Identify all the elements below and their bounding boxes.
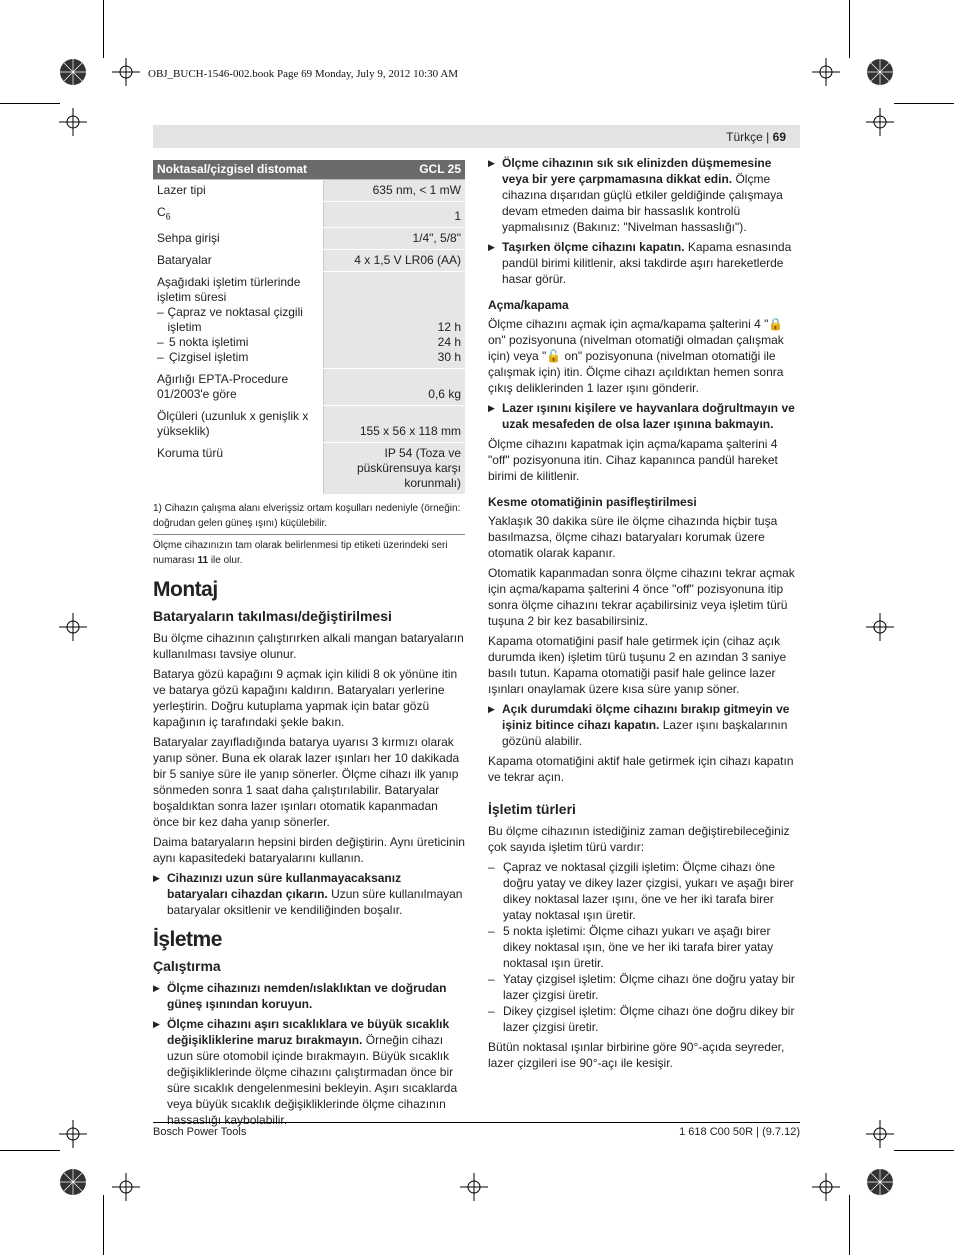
spec-value: 1 bbox=[324, 202, 466, 228]
triangle-bullet-icon: ▶ bbox=[153, 983, 160, 994]
table-row bbox=[153, 272, 465, 369]
right-column bbox=[488, 155, 800, 1075]
crosshair-icon bbox=[460, 1173, 488, 1201]
spec-value: IP 54 (Toza ve püskürensuya karşı korunmalı) bbox=[324, 443, 466, 495]
crop-mark bbox=[0, 103, 60, 104]
table-row bbox=[153, 406, 465, 443]
spec-label: Sehpa girişi bbox=[153, 228, 324, 250]
subsection-title: Kesme otomatiğinin pasifleştirilmesi bbox=[488, 495, 697, 509]
crosshair-icon bbox=[866, 613, 894, 641]
paragraph: Ölçme cihazını kapatmak için açma/kapama şalterini 4 "off" pozisyonuna itin. Cihaz kapanınca pandül hareket birimi de kilitlenir. bbox=[488, 437, 778, 483]
spec-label: Ağırlığı EPTA-Procedure 01/2003'e göre bbox=[153, 369, 324, 406]
crop-mark bbox=[849, 1195, 850, 1255]
spec-header-label: Noktasal/çizgisel distomat bbox=[153, 160, 324, 180]
crosshair-icon bbox=[866, 108, 894, 136]
footnote: 1) Cihazın çalışma alanı elverişsiz ortam koşulları nedeniyle (örneğin: doğrudan gelen güneş ışını) küçülebilir. bbox=[153, 503, 461, 530]
spec-label: Lazer tipi bbox=[153, 180, 324, 202]
crop-mark bbox=[0, 1150, 60, 1151]
crop-mark bbox=[894, 103, 954, 104]
spec-label: Koruma türü bbox=[153, 443, 324, 495]
warning-bullet: ▶ Ölçme cihazını aşırı sıcaklıklara ve büyük sıcaklık değişikliklerine maruz bırakmayın. Örneğin cihazı uzun süre otomobil içinde bırakmayın. Büyük sıcaklık değişikliklerinde ölçme cihazını çalıştırmadan önce bir süre sıcaklık dengelenmesini bekleyin. Aşırı sıcaklarda veya büyük sıcaklık değişikliklerinde ölçme cihazının hassaslığı kaybolabilir. bbox=[153, 1017, 458, 1128]
crosshair-icon bbox=[812, 58, 840, 86]
spec-label: $C_6$ bbox=[153, 202, 324, 228]
spec-value: 155 x 56 x 118 mm bbox=[324, 406, 466, 443]
paragraph: Daima bataryaların hepsini birden değiştirin. Aynı üreticinin aynı kapasitedeki bataryalarını kullanın. bbox=[153, 835, 465, 866]
section-title-isletme: İşletme bbox=[153, 928, 222, 952]
crop-mark bbox=[103, 0, 104, 58]
table-row bbox=[153, 250, 465, 272]
triangle-bullet-icon: ▶ bbox=[488, 158, 495, 168]
paragraph: Batarya gözü kapağını 9 açmak için kilidi 8 ok yönüne itin ve batarya gözü kapağını kaldırın. Bataryaları yerlerine yerleştirin. Doğru kutuplama yapmak için batar gözü kapağının iç tarafındaki şekle bakın. bbox=[153, 667, 458, 730]
crosshair-icon bbox=[112, 58, 140, 86]
crosshair-icon bbox=[59, 613, 87, 641]
footnote: Ölçme cihazınızın tam olarak belirlenmesi tip etiketi üzerindeki seri numarası 11 ile olur. bbox=[153, 540, 448, 567]
crosshair-icon bbox=[112, 1173, 140, 1201]
subsection-title: Bataryaların takılması/değiştirilmesi bbox=[153, 608, 392, 625]
list-item: – 5 nokta işletimi: Ölçme cihazı yukarı ve aşağı birer dikey noktasal ışın, öne ve her iki tarafa birer yatay noktasal ışın üretir. bbox=[488, 924, 774, 970]
spec-label: Bataryalar bbox=[153, 250, 324, 272]
spec-value: 1/4", 5/8" bbox=[324, 228, 466, 250]
paragraph: Yaklaşık 30 dakika süre ile ölçme cihazında hiçbir tuşa basılmazsa, ölçme cihazı bataryaları korumak üzere otomatik olarak kapanır. bbox=[488, 514, 778, 560]
crosshair-icon bbox=[866, 1120, 894, 1148]
paragraph: Kapama otomatiğini aktif hale getirmek için cihazı kapatın ve tekrar açın. bbox=[488, 754, 794, 784]
subsection-title: İşletim türleri bbox=[488, 801, 576, 817]
paragraph: Ölçme cihazını açmak için açma/kapama şalterini 4 "🔒 on" pozisyonuna (nivelman otomatiği olmadan çalışmak için) veya "🔓 on" pozisyonuna (nivelman otomatiği ile çalışmak için) itin. Ölçme cihazı açıldıktan hemen sonra çıkış deliklerinden 1 lazer ışını gönderir. bbox=[488, 317, 784, 395]
table-row bbox=[153, 443, 465, 495]
table-row bbox=[153, 228, 465, 250]
spec-label: Aşağıdaki işletim türlerinde işletim süresi – Çapraz ve noktasal çizgili işletim – 5 nokta işletimi – Çizgisel işletim bbox=[153, 272, 324, 369]
list-item: – Çapraz ve noktasal çizgili işletim: Ölçme cihazı öne doğru yatay ve dikey lazer çizgisi, yukarı ve aşağı birer dikey noktasal lazer ışını, öne ve her iki tarafa birer yatay noktasal ışın üretir. bbox=[488, 860, 794, 922]
table-row bbox=[153, 202, 465, 228]
crosshair-icon bbox=[59, 1120, 87, 1148]
language-label: Türkçe bbox=[726, 130, 763, 144]
left-column bbox=[153, 160, 465, 1132]
spec-label: Ölçüleri (uzunluk x genişlik x yükseklik) bbox=[153, 406, 324, 443]
paragraph: Kapama otomatiğini pasif hale getirmek için (cihaz açık durumda iken) işletim türü tuşunu 2 en azından 3 saniye basılı tutun. Kapama otomatiği pasif hale gelince lazer ışınları onaylamak üzere kısa süre yanıp söner. bbox=[488, 634, 787, 696]
warning-bullet: ▶ Ölçme cihazınızı nemden/ıslaklıktan ve doğrudan güneş ışınından koruyun. bbox=[153, 981, 447, 1012]
paragraph: Bu ölçme cihazının istediğiniz zaman değiştirebileceğiniz çok sayıda işletim türü vardır: bbox=[488, 824, 790, 854]
spec-header-model: GCL 25 bbox=[324, 160, 466, 180]
crop-mark bbox=[849, 0, 850, 58]
registration-target-icon bbox=[866, 1168, 894, 1196]
footer-doc-number: 1 618 C00 50R | (9.7.12) bbox=[679, 1126, 800, 1138]
page-number: 69 bbox=[772, 130, 786, 144]
section-title-montaj: Montaj bbox=[153, 578, 218, 602]
subsection-title: Çalıştırma bbox=[153, 958, 221, 975]
paragraph: Bu ölçme cihazının çalıştırırken alkali mangan bataryaların kullanılması tavsiye olunur. bbox=[153, 631, 464, 662]
crosshair-icon bbox=[59, 108, 87, 136]
footer-divider bbox=[153, 1122, 800, 1123]
triangle-bullet-icon: ▶ bbox=[153, 873, 160, 884]
warning-bullet: ▶ Ölçme cihazının sık sık elinizden düşmemesine veya bir yere çarpmamasına dikkat edin. Ölçme cihazına dışarıdan güçlü etkiler geldiğinde çalışmaya devam etmeden daima bir hassaslık kontrolü yapmalısınız (Bakınız: "Nivelman hassaslığı"). bbox=[488, 156, 783, 234]
print-header: OBJ_BUCH-1546-002.book Page 69 Monday, July 9, 2012 10:30 AM bbox=[148, 68, 459, 80]
list-item: – Dikey çizgisel işletim: Ölçme cihazı öne doğru dikey bir lazer çizgisi üretir. bbox=[488, 1004, 795, 1034]
running-header: Türkçe | 69 bbox=[153, 125, 800, 148]
warning-bullet: ▶ Taşırken ölçme cihazını kapatın. Kapama esnasında pandül birimi kilitlenir, aksi takdirde aşırı hareketlerde hasar görür. bbox=[488, 240, 792, 286]
registration-target-icon bbox=[866, 58, 894, 86]
crosshair-icon bbox=[812, 1173, 840, 1201]
triangle-bullet-icon: ▶ bbox=[488, 403, 495, 413]
warning-bullet: ▶ Açık durumdaki ölçme cihazını bırakıp gitmeyin ve işiniz bitince cihazı kapatın. Lazer ışını başkalarının gözünü alabilir. bbox=[488, 702, 790, 748]
triangle-bullet-icon: ▶ bbox=[488, 704, 495, 714]
subsection-title: Açma/kapama bbox=[488, 298, 569, 312]
warning-bullet: ▶ Cihazınızı uzun süre kullanmayacaksanız bataryaları cihazdan çıkarın. Uzun süre kullanılmayan bataryalar oksitlenir ve kendiliğinden boşalır. bbox=[153, 871, 463, 918]
list-item: – Yatay çizgisel işletim: Ölçme cihazı öne doğru yatay bir lazer çizgisi üretir. bbox=[488, 972, 795, 1002]
spec-value: 635 nm, < 1 mW bbox=[324, 180, 466, 202]
crop-mark bbox=[894, 1150, 954, 1151]
table-row bbox=[153, 369, 465, 406]
table-row bbox=[153, 180, 465, 202]
paragraph: Bütün noktasal ışınlar birbirine göre 90°-açıda seyreder, lazer çizgileri ise 90°-açı ile kesişir. bbox=[488, 1040, 785, 1070]
triangle-bullet-icon: ▶ bbox=[153, 1019, 160, 1030]
spec-table bbox=[153, 160, 465, 495]
crop-mark bbox=[103, 1195, 104, 1255]
warning-bullet: ▶ Lazer ışınını kişilere ve hayvanlara doğrultmayın ve uzak mesafeden de olsa lazer ışınına bakmayın. bbox=[488, 401, 795, 431]
triangle-bullet-icon: ▶ bbox=[488, 242, 495, 252]
paragraph: Otomatik kapanmadan sonra ölçme cihazını tekrar açmak için açma/kapama şalterini 4 önce "off" pozisyonuna itip sonra ölçme cihazını tekrar açabilirsiniz veya işletim türü tuşuna 2 bir kez basabilirsiniz. bbox=[488, 566, 795, 628]
registration-target-icon bbox=[59, 58, 87, 86]
spec-value: 12 h 24 h 30 h bbox=[324, 272, 466, 369]
spec-value: 0,6 kg bbox=[324, 369, 466, 406]
spec-value: 4 x 1,5 V LR06 (AA) bbox=[324, 250, 466, 272]
paragraph: Bataryalar zayıfladığında batarya uyarısı 3 kırmızı olarak yanıp söner. Buna ek olarak lazer ışınları her 10 dakikada bir 5 saniye süre ile yanıp sönerler. Ölçme cihazı ilk yanıp sönmeden sonra 1 saat daha çalıştırılabilir. Bataryalar boşaldıktan sonra lazer ışınları otomatik kapanmadan önce bir kez daha yanıp sönerler. bbox=[153, 735, 460, 830]
footer-brand: Bosch Power Tools bbox=[153, 1126, 247, 1138]
registration-target-icon bbox=[59, 1168, 87, 1196]
